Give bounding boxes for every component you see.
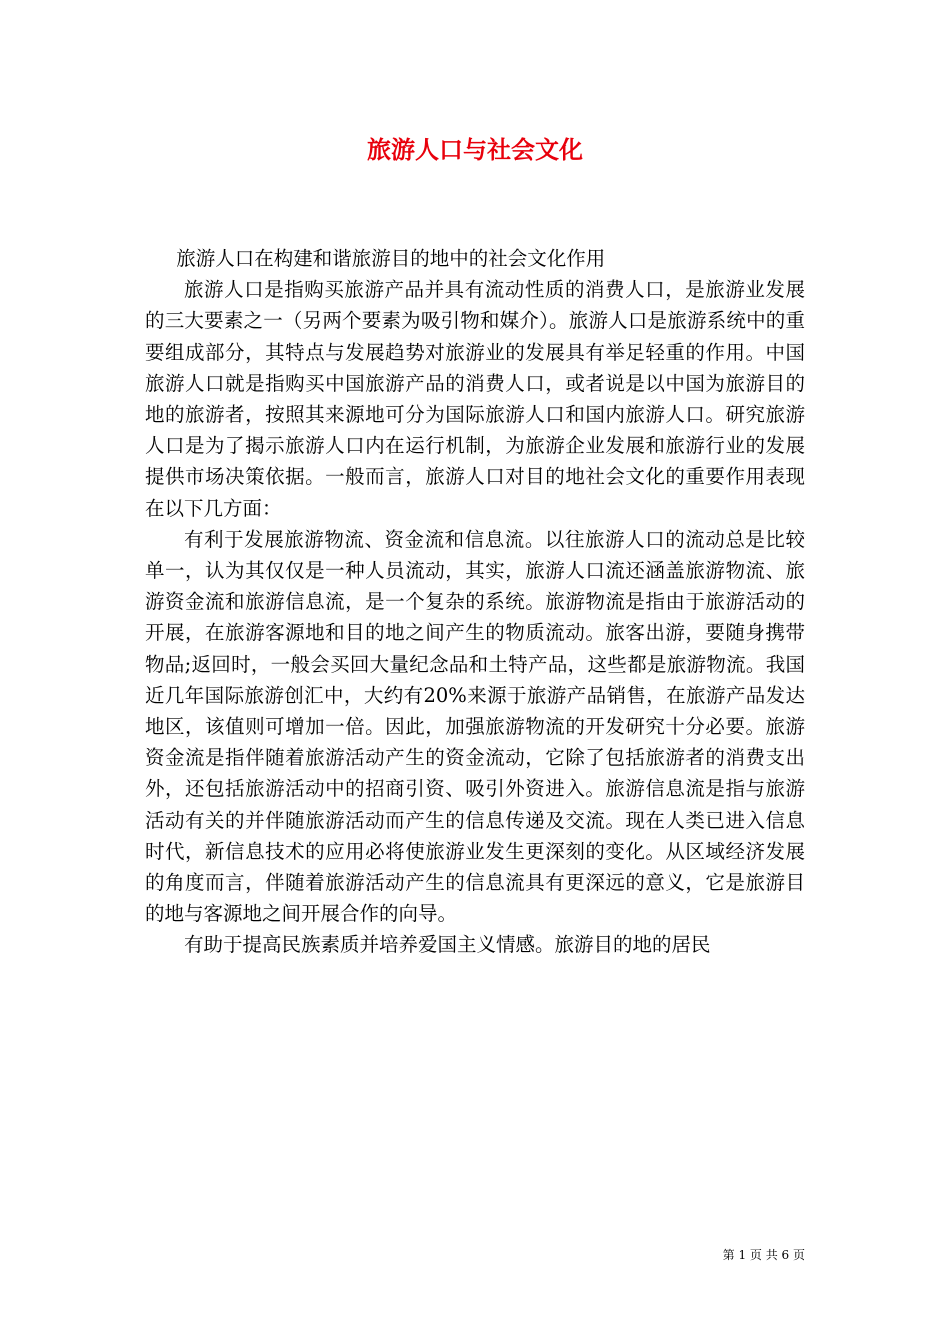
section-subtitle: 旅游人口在构建和谐旅游目的地中的社会文化作用 bbox=[176, 247, 606, 270]
paragraph-intro: 旅游人口是指购买旅游产品并具有流动性质的消费人口，是旅游业发展的三大要素之一（另两个要素为吸引物和媒介）。旅游人口是旅游系统中的重要组成部分，其特点与发展趋势对旅游业的发展具有举足轻重的作用。中国旅游人口就是指购买中国旅游产品的消费人口，或者说是以中国为旅游目的地的旅游者，按照其来源地可分为国际旅游人口和国内旅游人口。研究旅游人口是为了揭示旅游人口内在运行机制，为旅游企业发展和旅游行业的发展提供市场决策依据。一般而言，旅游人口对目的地社会文化的重要作用表现在以下几方面： bbox=[145, 278, 805, 520]
document-title: 旅游人口与社会文化 bbox=[367, 135, 583, 164]
paragraph-national-quality: 有助于提高民族素质并培养爱国主义情感。旅游目的地的居民 bbox=[184, 933, 711, 957]
page-number-footer: 第 1 页 共 6 页 bbox=[722, 1248, 805, 1262]
paragraph-flows: 有利于发展旅游物流、资金流和信息流。以往旅游人口的流动总是比较单一，认为其仅仅是一种人员流动，其实，旅游人口流还涵盖旅游物流、旅游资金流和旅游信息流，是一个复杂的系统。旅游物流是指由于旅游活动的开展，在旅游客源地和目的地之间产生的物质流动。旅客出游，要随身携带物品;返回时，一般会买回大量纪念品和土特产品，这些都是旅游物流。我国近几年国际旅游创汇中，大约有20%来源于旅游产品销售，在旅游产品发达地区，该值则可增加一倍。因此，加强旅游物流的开发研究十分必要。旅游资金流是指伴随着旅游活动产生的资金流动，它除了包括旅游者的消费支出外，还包括旅游活动中的招商引资、吸引外资进入。旅游信息流是指与旅游活动有关的并伴随旅游活动而产生的信息传递及交流。现在人类已进入信息时代，新信息技术的应用必将使旅游业发生更深刻的变化。从区域经济发展的角度而言，伴随着旅游活动产生的信息流具有更深远的意义，它是旅游目的地与客源地之间开展合作的向导。 bbox=[145, 527, 805, 926]
document-body bbox=[145, 243, 805, 961]
